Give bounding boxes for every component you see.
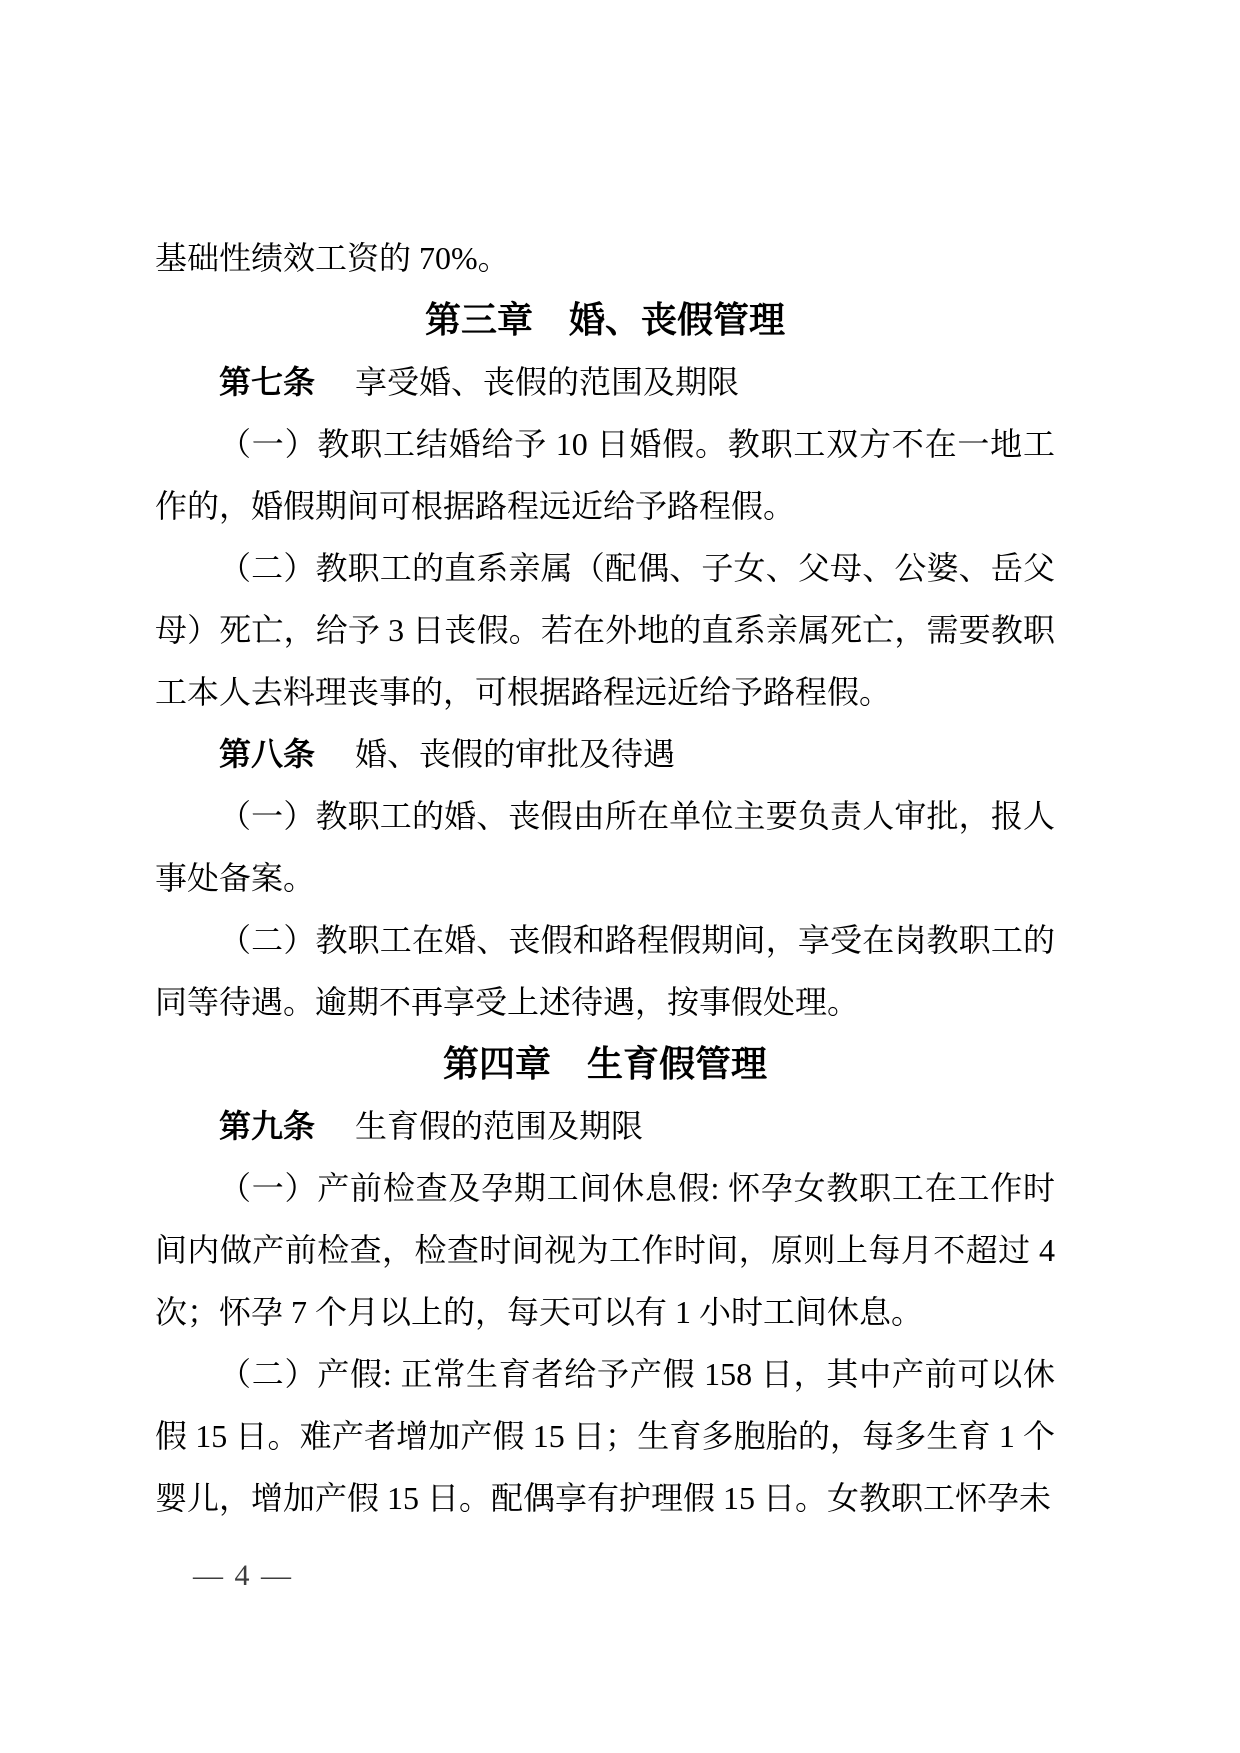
paragraph-continuation: 基础性绩效工资的 70%。 [155,240,510,276]
article-title: 婚、丧假的审批及待遇 [355,736,676,772]
chapter-title: 生育假管理 [587,1043,768,1084]
article-heading [155,723,1055,785]
article-title: 生育假的范围及期限 [355,1108,644,1144]
paragraph: （二）教职工在婚、丧假和路程假期间，享受在岗教职工的同等待遇。逾期不再享受上述待遇，按事假处理。 [155,922,1055,1020]
paragraph: （一）产前检查及孕期工间休息假: 怀孕女教职工在工作时间内做产前检查，检查时间视为工作时间，原则上每月不超过 4 次；怀孕 7 个月以上的，每天可以有 1 小时工间休息。 [155,1170,1055,1330]
chapter-number: 第四章 [442,1043,551,1084]
article-heading [155,351,1055,413]
article-number: 第九条 [219,1108,316,1144]
chapter-heading [155,1033,1055,1095]
chapter-heading [155,289,1055,351]
paragraph: （一）教职工的婚、丧假由所在单位主要负责人审批，报人事处备案。 [155,798,1055,896]
page-number-footer: — 4 — [193,1559,293,1592]
paragraph: （二）产假: 正常生育者给予产假 158 日，其中产前可以休假 15 日。难产者增加产假 15 日；生育多胞胎的，每多生育 1 个婴儿，增加产假 15 日。配偶享有护理假 15 日。女教职工怀孕未 [155,1356,1055,1516]
chapter-number: 第三章 [424,299,533,340]
paragraph: （一）教职工结婚给予 10 日婚假。教职工双方不在一地工作的，婚假期间可根据路程远近给予路程假。 [155,426,1055,524]
article-number: 第七条 [219,364,316,400]
article-title: 享受婚、丧假的范围及期限 [355,364,740,400]
document-body [155,227,1055,1529]
article-heading [155,1095,1055,1157]
paragraph: （二）教职工的直系亲属（配偶、子女、父母、公婆、岳父母）死亡，给予 3 日丧假。若在外地的直系亲属死亡，需要教职工本人去料理丧事的，可根据路程远近给予路程假。 [155,550,1055,710]
chapter-title: 婚、丧假管理 [569,299,786,340]
article-number: 第八条 [219,736,316,772]
